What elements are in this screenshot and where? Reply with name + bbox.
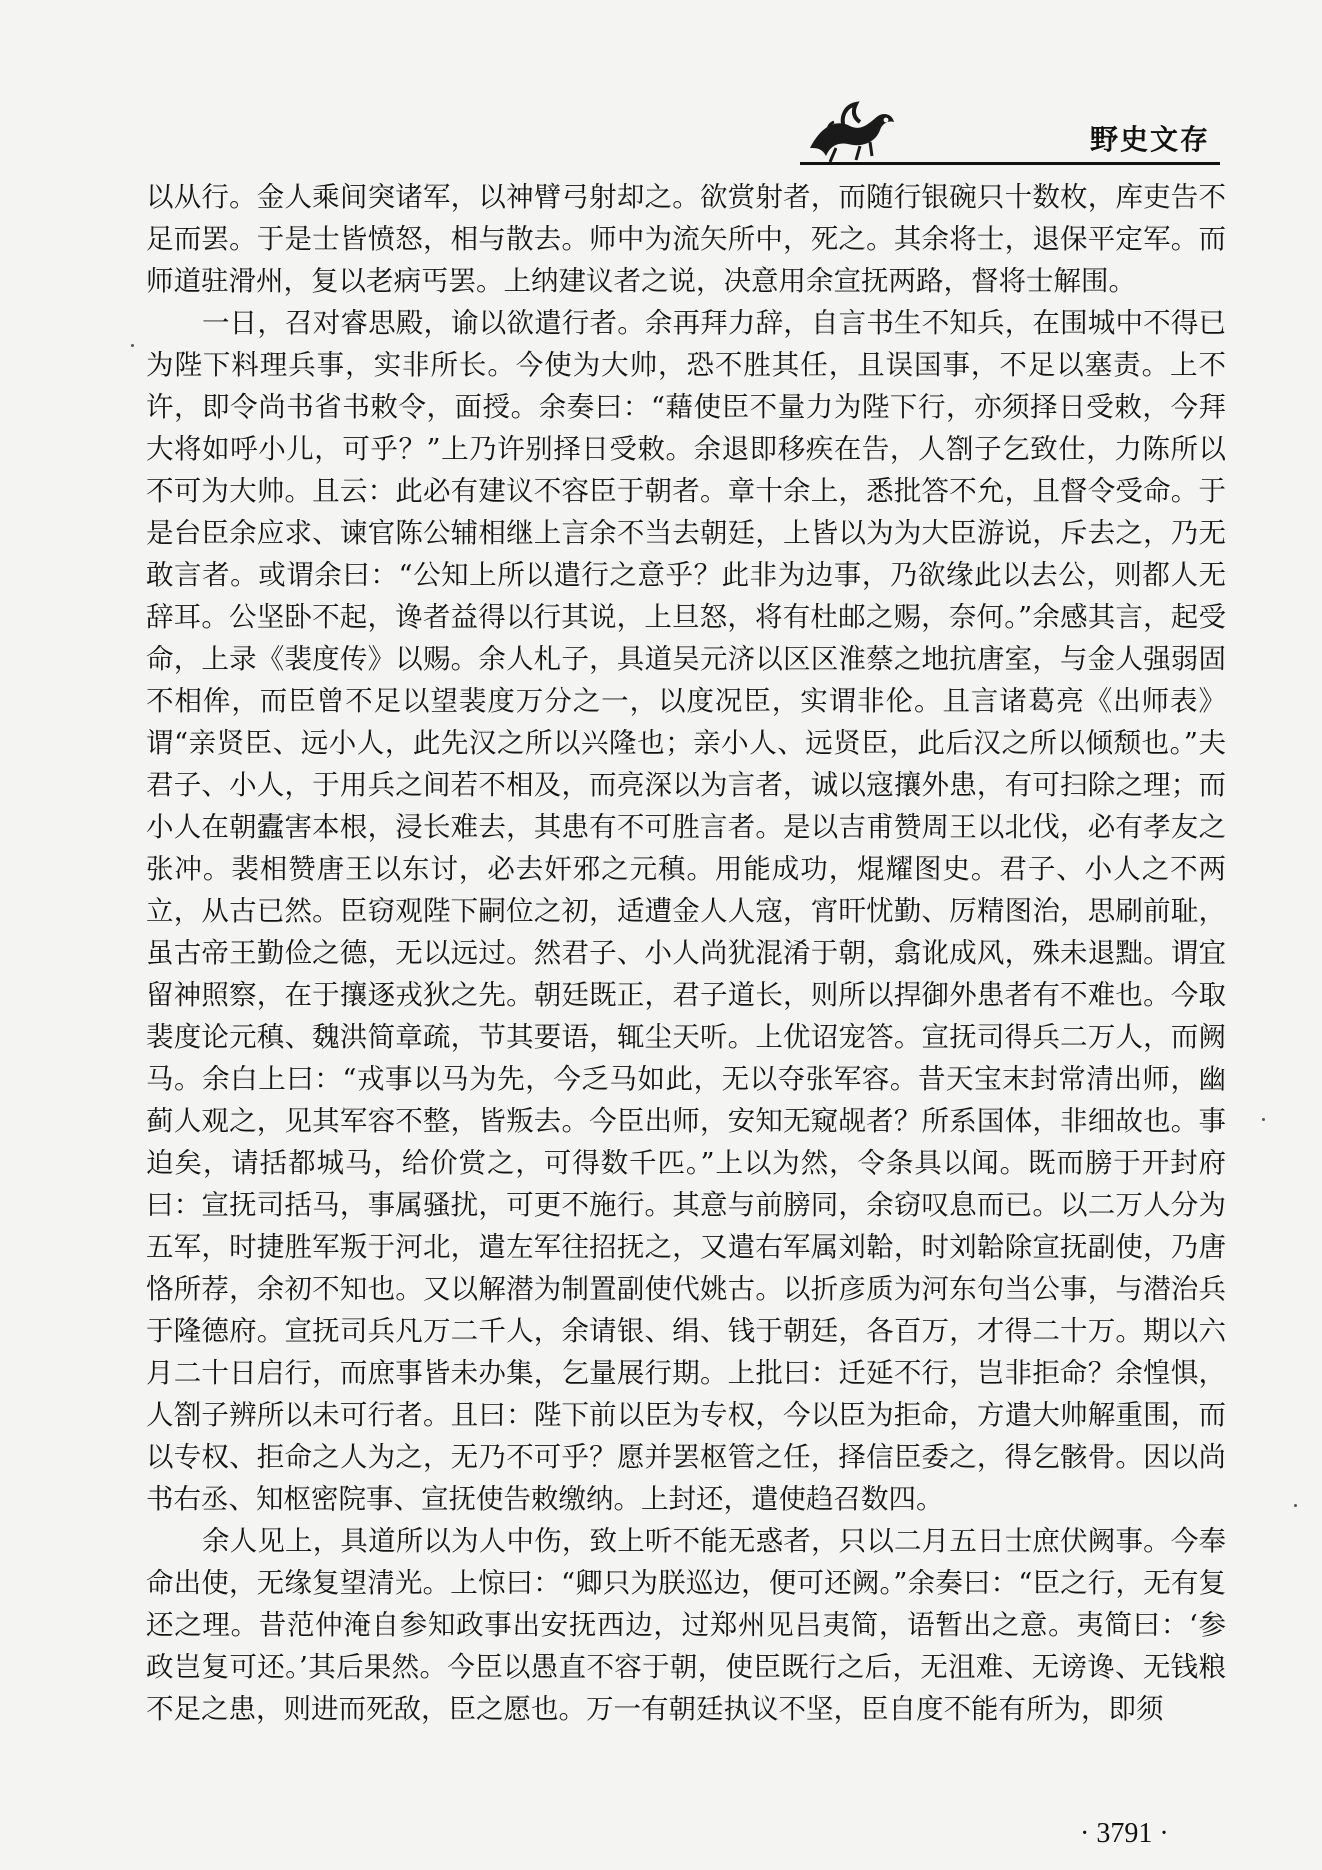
page-header bbox=[0, 0, 1322, 170]
scan-speck bbox=[131, 344, 134, 347]
paragraph-1: 以从行。金人乘间突诸军，以神臂弓射却之。欲赏射者，而随行银碗只十数枚，库吏告不足而罢。于是士皆愤怒，相与散去。师中为流矢所中，死之。其余将士，退保平定军。而师道驻滑州，复以老病丐罢。上纳建议者之说，决意用余宣抚两路，督将士解围。 bbox=[146, 181, 1226, 297]
header-rule bbox=[800, 162, 1220, 165]
dragon-emblem-icon bbox=[800, 98, 900, 170]
scan-speck bbox=[1294, 1504, 1297, 1507]
paragraph-3: 余人见上，具道所以为人中伤，致上听不能无惑者，只以二月五日士庶伏阙事。今奉命出使，无缘复望清光。上惊曰：“卿只为朕巡边，便可还阙。”余奏曰：“臣之行，无有复还之理。昔范仲淹自参知政事出安抚西边，过郑州见吕夷简，语暂出之意。夷简曰：‘参政岂复可还。’其后果然。今臣以愚直不容于朝，使臣既行之后，无沮难、无谤谗、无钱粮不足之患，则进而死敌，臣之愿也。万一有朝廷执议不坚，臣自度不能有所为，即须 bbox=[146, 1525, 1226, 1725]
paragraph-2: 一日，召对睿思殿，谕以欲遣行者。余再拜力辞，自言书生不知兵，在围城中不得已为陛下料理兵事，实非所长。今使为大帅，恐不胜其任，且误国事，不足以塞责。上不许，即令尚书省书敕令，面授。余奏曰：“藉使臣不量力为陛下行，亦须择日受敕，今拜大将如呼小儿，可乎？”上乃许别择日受敕。余退即移疾在告，人劄子乞致仕，力陈所以不可为大帅。且云：此必有建议不容臣于朝者。章十余上，悉批答不允，且督令受命。于是台臣余应求、谏官陈公辅相继上言余不当去朝廷，上皆以为为大臣游说，斥去之，乃无敢言者。或谓余曰：“公知上所以遣行之意乎？此非为边事，乃欲缘此以去公，则都人无辞耳。公坚卧不起，谗者益得以行其说，上旦怒，将有杜邮之赐，奈何。”余感其言，起受命，上录《裴度传》以赐。余人札子，具道吴元济以区区淮蔡之地抗唐室，与金人强弱固不相侔，而臣曾不足以望裴度万分之一，以度况臣，实谓非伦。且言诸葛亮《出师表》谓“亲贤臣、远小人，此先汉之所以兴隆也；亲小人、远贤臣，此后汉之所以倾颓也。”夫君子、小人，于用兵之间若不相及，而亮深以为言者，诚以寇攘外患，有可扫除之理；而小人在朝蠹害本根，浸长难去，其患有不可胜言者。是以吉甫赞周王以北伐，必有孝友之张冲。裴相赞唐王以东讨，必去奸邪之元稹。用能成功，焜耀图史。君子、小人之不两立，从古已然。臣窃观陛下嗣位之初，适遭金人人寇，宵旰忧勤、厉精图治，思刷前耻，虽古帝王勤俭之德，无以远过。然君子、小人尚犹混淆于朝，翕讹成风，殊未退黜。谓宜留神照察，在于攘逐戎狄之先。朝廷既正，君子道长，则所以捍御外患者有不难也。今取裴度论元稹、魏洪简章疏，节其要语，辄尘天听。上优诏宠答。宣抚司得兵二万人，而阙马。余白上曰：“戎事以马为先，今乏马如此，无以夺张军容。昔天宝末封常清出师，幽蓟人观之，见其军容不整，皆叛去。今臣出师，安知无窥觇者？所系国体，非细故也。事迫矣，请括都城马，给价赏之，可得数千匹。”上以为然，令条具以闻。既而膀于开封府曰：宣抚司括马，事属骚扰，可更不施行。其意与前膀同，余窃叹息而已。以二万人分为五军，时捷胜军叛于河北，遣左军往招抚之，又遣右军属刘韐，时刘韐除宣抚副使，乃唐恪所荐，余初不知也。又以解潜为制置副使代姚古。以折彦质为河东句当公事，与潜治兵于隆德府。宣抚司兵凡万二千人，余请银、绢、钱于朝廷，各百万，才得二十万。期以六月二十日启行，而庶事皆未办集，乞量展行期。上批曰：迁延不行，岂非拒命？余惶惧，人劄子辨所以未可行者。且曰：陛下前以臣为专权，今以臣为拒命，方遣大帅解重围，而以专权、拒命之人为之，无乃不可乎？愿并罢枢管之任，择信臣委之，得乞骸骨。因以尚书右丞、知枢密院事、宣抚使告敕缴纳。上封还，遣使趋召数四。 bbox=[146, 307, 1226, 1515]
body-text bbox=[146, 176, 1226, 1730]
series-title: 野史文存 bbox=[1090, 123, 1211, 156]
page-number: · 3791 · bbox=[1080, 1818, 1169, 1849]
scan-speck bbox=[1262, 1118, 1265, 1121]
